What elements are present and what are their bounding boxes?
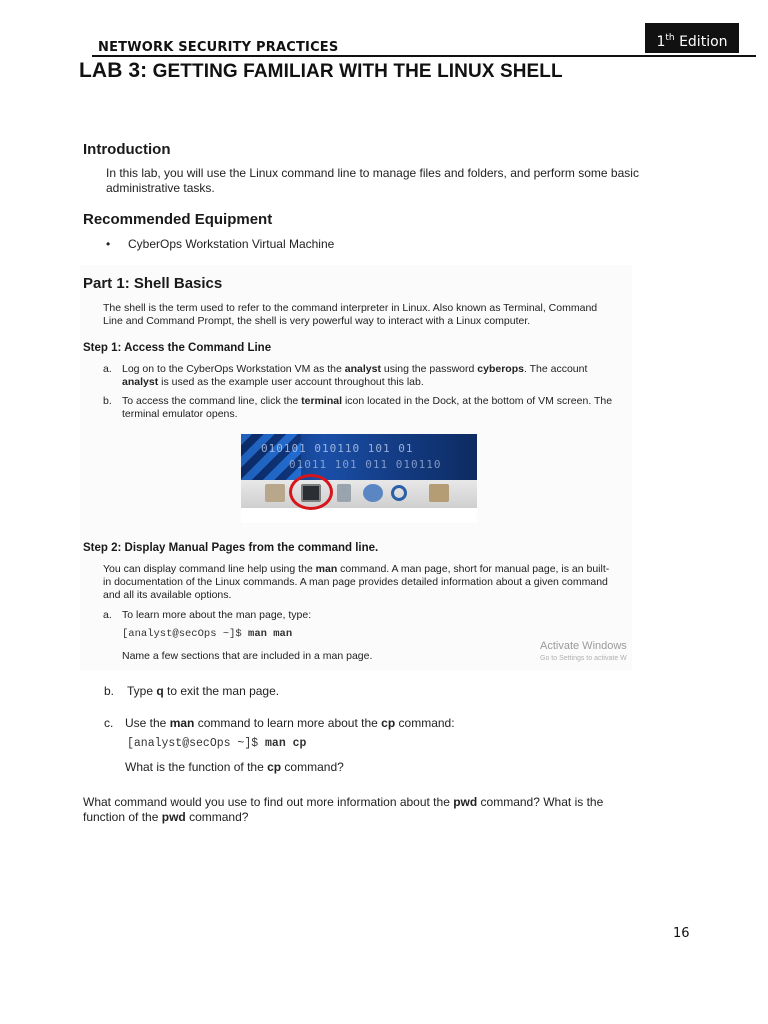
step2-b-text xyxy=(127,684,279,699)
folder-icon-2 xyxy=(429,484,449,502)
step2-c-cmd: man cp xyxy=(265,737,307,750)
step1-a-bold-password: cyberops xyxy=(477,363,524,375)
part1-heading: Part 1: Shell Basics xyxy=(83,275,223,292)
step2-intro-bold: man xyxy=(315,563,338,575)
part1-text xyxy=(103,302,597,328)
step1-a-post: . The account xyxy=(523,363,588,375)
folder-icon xyxy=(265,484,285,502)
pwd-q-bold-1: pwd xyxy=(453,795,478,809)
step1-a-line-2 xyxy=(122,376,587,389)
step2-b-label: b. xyxy=(104,684,115,698)
step2-c-prompt: [analyst@secOps ~]$ xyxy=(127,737,266,750)
step2-c-bold-cp: cp xyxy=(381,716,396,730)
step2-c-mid: command to learn more about the xyxy=(194,716,382,730)
step2-a-prompt: [analyst@secOps ~]$ xyxy=(122,628,249,640)
lab-number: LAB 3: xyxy=(79,59,148,82)
pwd-q-line2-pre: function of the xyxy=(83,810,162,824)
step1-a-bold-user: analyst xyxy=(344,363,381,375)
step2-c-q-bold: cp xyxy=(267,760,282,774)
equipment-heading: Recommended Equipment xyxy=(83,211,273,228)
binary-pattern-2: 01011 101 011 010110 xyxy=(289,458,442,471)
step2-heading: Step 2: Display Manual Pages from the command line. xyxy=(83,542,379,554)
watermark-line-2: Go to Settings to activate W xyxy=(540,655,627,662)
step1-b-post: icon located in the Dock, at the bottom of VM screen. The xyxy=(342,395,613,407)
step1-b-text xyxy=(122,395,612,421)
highlight-circle xyxy=(289,474,333,510)
browser-icon xyxy=(363,484,383,502)
introduction-heading: Introduction xyxy=(83,141,171,158)
file-manager-icon xyxy=(337,484,351,502)
pwd-question-line-1 xyxy=(83,795,603,810)
step2-intro-line-2: in documentation of the Linux commands. A man page provides detailed information about a given command xyxy=(103,576,608,588)
step1-b-pre: To access the command line, click the xyxy=(122,395,302,407)
step2-c-text xyxy=(125,716,455,731)
step2-c-question xyxy=(125,760,344,775)
part1-line-1: The shell is the term used to refer to the command interpreter in Linux. Also known as Terminal, Command xyxy=(103,302,598,314)
pwd-question-line-2 xyxy=(83,810,603,825)
search-icon xyxy=(391,485,407,501)
step2-c-command xyxy=(127,737,306,750)
page-number: 16 xyxy=(673,926,690,941)
step2-a-text: To learn more about the man page, type: xyxy=(122,609,312,621)
step1-a-pre: Log on to the CyberOps Workstation VM as the xyxy=(122,363,345,375)
edition-badge xyxy=(645,23,739,53)
step2-intro-line-3: and all its available options. xyxy=(103,589,232,601)
step2-a-cmd: man man xyxy=(248,628,293,640)
step2-c-q-pre: What is the function of the xyxy=(125,760,268,774)
dock-screenshot xyxy=(241,434,477,523)
pwd-q-pre: What command would you use to find out more information about the xyxy=(83,795,454,809)
header-rule xyxy=(92,55,756,57)
pwd-q-line2-post: command? xyxy=(185,810,249,824)
step1-a-line2-text: is used as the example user account throughout this lab. xyxy=(158,376,424,388)
watermark-line-1: Activate Windows xyxy=(540,640,627,652)
step2-a-question: Name a few sections that are included in a man page. xyxy=(122,650,373,662)
step2-intro-post: command. A man page, short for manual page, is an built- xyxy=(337,563,610,575)
step1-a-label: a. xyxy=(103,363,112,375)
step1-a-mid: using the password xyxy=(380,363,478,375)
step2-intro-line-1 xyxy=(103,563,609,576)
step2-c-bold-man: man xyxy=(169,716,195,730)
step1-a-bold-account: analyst xyxy=(122,376,159,388)
edition-word: Edition xyxy=(679,34,728,50)
step2-b-post: to exit the man page. xyxy=(163,684,280,698)
step1-b-line-2: terminal emulator opens. xyxy=(122,408,238,420)
step1-heading: Step 1: Access the Command Line xyxy=(83,342,272,354)
lab-title xyxy=(79,59,563,83)
edition-suffix: th xyxy=(665,33,675,43)
step1-b-bold: terminal xyxy=(301,395,343,407)
lab-title-text: GETTING FAMILIAR WITH THE LINUX SHELL xyxy=(152,61,563,82)
pwd-q-bold-2: pwd xyxy=(161,810,186,824)
introduction-line-1: In this lab, you will use the Linux command line to manage files and folders, and perform some basic xyxy=(106,166,639,180)
course-title: NETWORK SECURITY PRACTICES xyxy=(98,40,339,55)
step2-b-bold: q xyxy=(156,684,164,698)
pwd-q-mid: command? What is the xyxy=(477,795,604,809)
step2-b-pre: Type xyxy=(127,684,157,698)
step2-c-label: c. xyxy=(104,716,114,730)
step2-c-q-post: command? xyxy=(281,760,344,774)
introduction-line-2: administrative tasks. xyxy=(106,181,215,195)
step2-c-pre: Use the xyxy=(125,716,170,730)
step1-a-text xyxy=(122,363,587,389)
step2-a-command xyxy=(122,628,292,640)
step1-a-line-1 xyxy=(122,363,587,376)
step1-b-line-1 xyxy=(122,395,612,408)
pwd-question xyxy=(83,795,603,825)
step2-intro-pre: You can display command line help using the xyxy=(103,563,316,575)
step2-intro xyxy=(103,563,609,602)
equipment-bullet: • xyxy=(106,237,111,251)
step2-a-label: a. xyxy=(103,609,112,621)
step2-c-post: command: xyxy=(395,716,455,730)
binary-pattern-1: 010101 010110 101 01 xyxy=(261,442,414,455)
edition-number: 1 xyxy=(656,34,666,50)
step1-b-label: b. xyxy=(103,395,112,407)
part1-line-2: Line and Command Prompt, the shell is very powerful way to interact with a Linux computer. xyxy=(103,315,531,327)
equipment-item: CyberOps Workstation Virtual Machine xyxy=(128,237,335,251)
introduction-text xyxy=(106,166,639,196)
